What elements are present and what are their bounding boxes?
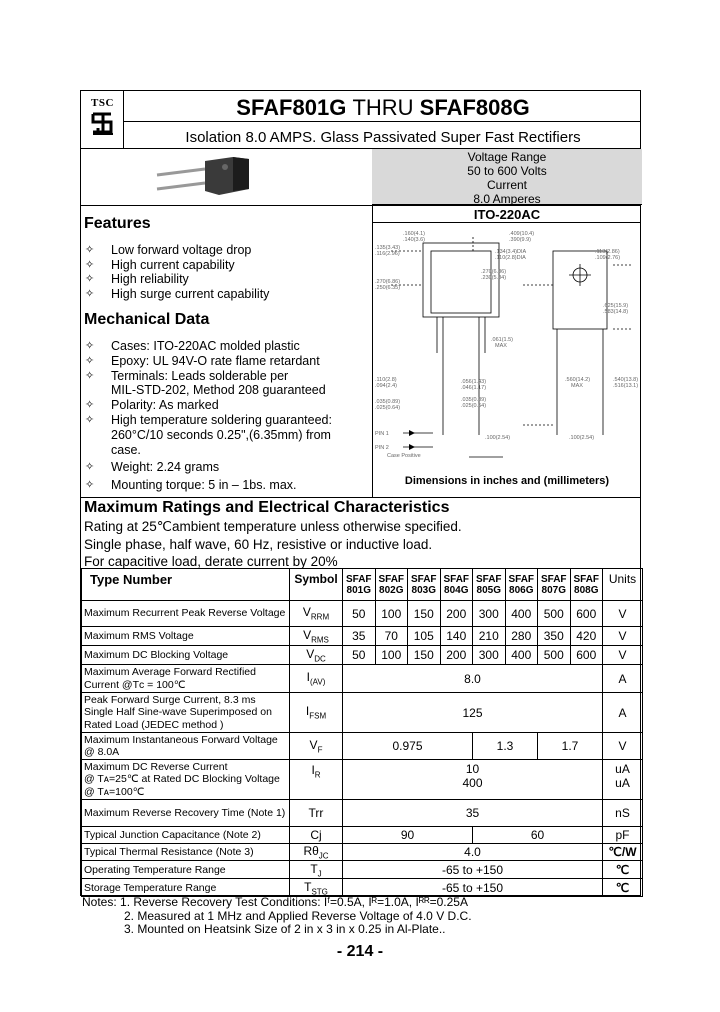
list-item: ✧ High temperature soldering guaranteed:	[85, 412, 332, 427]
table-row: Storage Temperature Range $T_{STG}$ -65 to +150 ℃	[82, 879, 643, 897]
svg-text:.116(2.96): .116(2.96)	[375, 251, 400, 257]
rating-line-3: For capacitive load, derate current by 20%	[84, 554, 338, 569]
notes-block	[82, 896, 472, 937]
table-row: Operating Temperature Range $T_J$ -65 to +150 ℃	[82, 861, 643, 879]
svg-text:.100(2.54): .100(2.54)	[569, 435, 595, 441]
voltage-range-box	[372, 149, 642, 205]
list-item: ✧ Mounting torque: 5 in – 1bs. max.	[85, 478, 297, 493]
svg-text:.270(6.86): .270(6.86)	[481, 269, 507, 275]
table-row: Maximum Recurrent Peak Reverse Voltage $V_{RRM}$ 50 100 150 200 300 400 500 600 V	[82, 601, 643, 627]
diamond-bullet-icon: ✧	[85, 340, 95, 352]
svg-text:Case Positive: Case Positive	[387, 453, 421, 459]
list-item: ✧ High surge current capability	[85, 287, 270, 302]
svg-text:.134(3.4)DIA: .134(3.4)DIA	[495, 249, 527, 255]
table-row: Peak Forward Surge Current, 8.3 ms Single Half Sine-wave Superimposed on Rated Load (JEDEC method ) $I_{FSM}$ 125 A	[82, 693, 643, 733]
svg-text:MAX: MAX	[495, 343, 507, 349]
svg-text:.046(1.17): .046(1.17)	[461, 385, 487, 391]
rating-conditions	[84, 518, 462, 571]
svg-text:.583(14.8): .583(14.8)	[603, 309, 629, 315]
svg-text:.135(3.43): .135(3.43)	[375, 245, 401, 251]
svg-text:.056(1.43): .056(1.43)	[461, 379, 487, 385]
table-row: Maximum Instantaneous Forward Voltage @ 8.0A $V_F$ 0.975 1.3 1.7 V	[82, 733, 643, 760]
features-heading: Features	[84, 215, 151, 232]
svg-text:.516(13.1): .516(13.1)	[613, 383, 639, 389]
type-number-header: Type Number	[90, 572, 173, 587]
svg-text:.560(14.2): .560(14.2)	[565, 377, 591, 383]
list-item: case.	[111, 442, 141, 457]
tsc-emblem-icon	[90, 110, 116, 138]
table-row: Maximum DC Blocking Voltage $V_{DC}$ 50 100 150 200 300 400 500 600 V	[82, 646, 643, 665]
subtitle: Isolation 8.0 AMPS. Glass Passivated Super Fast Rectifiers	[185, 129, 581, 146]
diamond-bullet-icon: ✧	[85, 258, 95, 271]
list-item: ✧ Low forward voltage drop	[85, 243, 252, 257]
list-item: ✧ Epoxy: UL 94V-O rate flame retardant	[85, 353, 320, 368]
note-3: 3. Mounted on Heatsink Size of 2 in x 3 in x 0.25 in Al-Plate..	[124, 922, 446, 936]
mechanical-heading: Mechanical Data	[84, 311, 210, 328]
list-item: ✧ High reliability	[85, 272, 189, 287]
svg-text:.110(2.8): .110(2.8)	[375, 377, 397, 383]
svg-text:.025(0.64): .025(0.64)	[375, 405, 401, 411]
voltage-range-label: Voltage Range	[467, 150, 547, 164]
diamond-bullet-icon: ✧	[85, 354, 95, 367]
svg-text:.390(9.9): .390(9.9)	[509, 237, 532, 243]
svg-text:.109(2.76): .109(2.76)	[595, 255, 621, 261]
svg-text:PIN 1: PIN 1	[375, 431, 389, 437]
current-label: Current	[486, 178, 527, 192]
datasheet-frame	[80, 90, 641, 896]
svg-text:.025(0.64): .025(0.64)	[461, 403, 487, 409]
features-list	[85, 243, 269, 302]
table-row: Maximum Average Forward Rectified Current @Tᴄ = 100℃ $I_{(AV)}$ 8.0 A	[82, 665, 643, 693]
rating-line-1: Rating at 25℃ambient temperature unless otherwise specified.	[84, 519, 462, 534]
current-value: 8.0 Amperes	[473, 192, 541, 206]
svg-text:.230(5.84): .230(5.84)	[481, 275, 507, 281]
part-header: SFAF 808G	[570, 569, 603, 601]
page-number: - 214 -	[336, 943, 384, 960]
company-logo	[81, 91, 124, 149]
list-item: 260°C/10 seconds 0.25",(6.35mm) from	[111, 427, 331, 442]
diamond-bullet-icon: ✧	[85, 413, 95, 426]
title-part-last: SFAF808G	[419, 95, 530, 120]
list-item: ✧ Cases: ITO-220AC molded plastic	[85, 339, 300, 353]
table-row: Typical Thermal Resistance (Note 3) $R\theta_{JC}$ 4.0 ℃/W	[82, 844, 643, 861]
table-row: Maximum Reverse Recovery Time (Note 1) Trr 35 nS	[82, 800, 643, 827]
table-row: Maximum DC Reverse Current @ Tᴀ=25℃ at Rated DC Blocking Voltage @ Tᴀ=100℃ $I_R$ 10 400 uA uA	[82, 760, 643, 800]
table-row: Typical Junction Capacitance (Note 2) Cj 90 60 pF	[82, 827, 643, 844]
table-row: Maximum RMS Voltage $V_{RMS}$ 35 70 105 140 210 280 350 420 V	[82, 627, 643, 646]
mechanical-list	[85, 339, 332, 493]
dimension-caption: Dimensions in inches and (millimeters)	[404, 475, 610, 487]
diamond-bullet-icon: ✧	[85, 461, 95, 474]
part-header: SFAF 807G	[538, 569, 571, 601]
svg-text:.110(2.8)DIA: .110(2.8)DIA	[495, 255, 526, 261]
title-part-first: SFAF801G	[236, 95, 347, 120]
units-header: Units	[603, 569, 643, 601]
diamond-bullet-icon: ✧	[85, 288, 95, 301]
note-1: Notes: 1. Reverse Recovery Test Conditions: Iᶠ=0.5A, Iᴿ=1.0A, Iᴿᴿ=0.25A	[82, 895, 468, 909]
note-2: 2. Measured at 1 MHz and Applied Reverse Voltage of 4.0 V D.C.	[124, 908, 472, 923]
svg-text:.113(2.86): .113(2.86)	[595, 249, 620, 255]
diamond-bullet-icon: ✧	[85, 273, 95, 286]
page-title	[124, 95, 642, 121]
ratings-heading: Maximum Ratings and Electrical Characteristics	[84, 499, 450, 516]
diamond-bullet-icon: ✧	[85, 399, 95, 412]
ratings-table	[81, 568, 643, 897]
svg-text:.160(4.1): .160(4.1)	[403, 231, 426, 237]
part-header: SFAF 802G	[375, 569, 408, 601]
svg-text:PIN 2: PIN 2	[375, 445, 389, 451]
svg-text:.140(3.6): .140(3.6)	[403, 237, 426, 243]
part-header: SFAF 803G	[408, 569, 441, 601]
logo-text: TSC	[91, 97, 114, 109]
title-thru: THRU	[352, 95, 414, 120]
list-item: ✧ Terminals: Leads solderable per	[85, 368, 289, 383]
part-header: SFAF 806G	[505, 569, 538, 601]
symbol-header: Symbol	[290, 569, 343, 601]
diamond-bullet-icon: ✧	[85, 244, 95, 256]
package-dimension-drawing	[373, 225, 641, 473]
table-header-row	[82, 569, 643, 601]
svg-text:.094(2.4): .094(2.4)	[375, 383, 398, 389]
svg-text:.409(10.4): .409(10.4)	[509, 231, 535, 237]
svg-text:.035(0.89): .035(0.89)	[375, 399, 401, 405]
svg-text:.270(6.86): .270(6.86)	[375, 279, 401, 285]
rating-line-2: Single phase, half wave, 60 Hz, resistive or inductive load.	[84, 536, 433, 552]
list-item: ✧ Polarity: As marked	[85, 398, 219, 413]
diamond-bullet-icon: ✧	[85, 369, 95, 382]
svg-text:MAX: MAX	[571, 383, 583, 389]
svg-text:.625(15.9): .625(15.9)	[603, 303, 629, 309]
svg-text:.540(13.8): .540(13.8)	[613, 377, 639, 383]
package-name: ITO-220AC	[473, 207, 541, 222]
part-header: SFAF 805G	[473, 569, 506, 601]
part-header: SFAF 801G	[343, 569, 376, 601]
svg-text:.061(1.5): .061(1.5)	[491, 337, 514, 343]
list-item: ✧ Weight: 2.24 grams	[85, 460, 220, 475]
svg-text:.035(0.89): .035(0.89)	[461, 397, 487, 403]
part-header: SFAF 804G	[440, 569, 473, 601]
voltage-range-value: 50 to 600 Volts	[467, 164, 547, 178]
diamond-bullet-icon: ✧	[85, 479, 95, 492]
package-photo-image	[153, 155, 253, 205]
list-item: ✧ High current capability	[85, 257, 235, 272]
list-item: MIL-STD-202, Method 208 guaranteed	[111, 383, 326, 398]
svg-text:.100(2.54): .100(2.54)	[485, 435, 511, 441]
svg-text:.250(6.35): .250(6.35)	[375, 285, 401, 291]
